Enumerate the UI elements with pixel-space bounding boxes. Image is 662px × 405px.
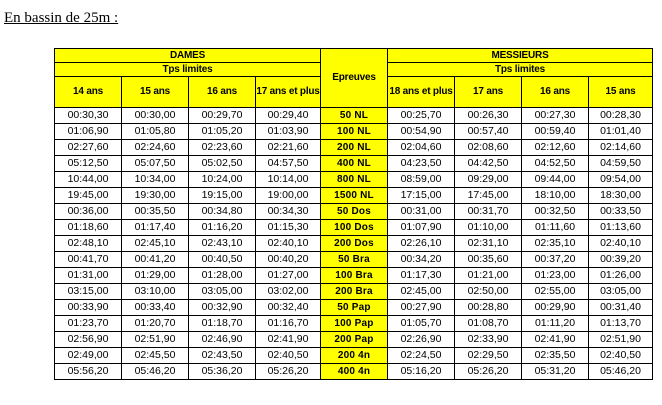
messieurs-time-cell: 02:51,90 xyxy=(589,332,653,348)
messieurs-time-cell: 02:29,50 xyxy=(455,348,522,364)
dames-col-header: 17 ans et plus xyxy=(256,77,321,108)
dames-time-cell: 01:18,60 xyxy=(55,220,122,236)
dames-time-cell: 01:23,70 xyxy=(55,316,122,332)
messieurs-col-header: 15 ans xyxy=(589,77,653,108)
dames-time-cell: 00:29,40 xyxy=(256,108,321,124)
dames-time-cell: 04:57,50 xyxy=(256,156,321,172)
dames-time-cell: 02:41,90 xyxy=(256,332,321,348)
dames-time-cell: 03:15,00 xyxy=(55,284,122,300)
dames-time-cell: 05:36,20 xyxy=(189,364,256,380)
messieurs-time-cell: 01:13,70 xyxy=(589,316,653,332)
messieurs-time-cell: 02:08,60 xyxy=(455,140,522,156)
dames-time-cell: 00:33,90 xyxy=(55,300,122,316)
dames-time-cell: 00:41,70 xyxy=(55,252,122,268)
dames-time-cell: 02:46,90 xyxy=(189,332,256,348)
dames-time-cell: 19:45,00 xyxy=(55,188,122,204)
dames-time-cell: 01:15,30 xyxy=(256,220,321,236)
dames-time-cell: 02:43,50 xyxy=(189,348,256,364)
messieurs-time-cell: 00:25,70 xyxy=(388,108,455,124)
messieurs-time-cell: 01:11,60 xyxy=(522,220,589,236)
dames-time-cell: 02:23,60 xyxy=(189,140,256,156)
epreuve-cell: 50 Pap xyxy=(321,300,388,316)
dames-time-cell: 00:34,80 xyxy=(189,204,256,220)
messieurs-time-cell: 00:28,80 xyxy=(455,300,522,316)
messieurs-time-cell: 05:31,20 xyxy=(522,364,589,380)
dames-time-cell: 00:34,30 xyxy=(256,204,321,220)
epreuve-cell: 100 Pap xyxy=(321,316,388,332)
dames-time-cell: 01:16,20 xyxy=(189,220,256,236)
table-row xyxy=(55,156,653,172)
dames-time-cell: 03:02,00 xyxy=(256,284,321,300)
epreuve-cell: 50 NL xyxy=(321,108,388,124)
dames-time-cell: 02:45,50 xyxy=(122,348,189,364)
table-row xyxy=(55,236,653,252)
messieurs-time-cell: 00:37,20 xyxy=(522,252,589,268)
dames-time-cell: 00:33,40 xyxy=(122,300,189,316)
dames-time-cell: 05:56,20 xyxy=(55,364,122,380)
messieurs-time-cell: 02:50,00 xyxy=(455,284,522,300)
dames-time-cell: 00:40,20 xyxy=(256,252,321,268)
messieurs-time-cell: 01:21,00 xyxy=(455,268,522,284)
dames-time-cell: 01:16,70 xyxy=(256,316,321,332)
messieurs-time-cell: 02:26,90 xyxy=(388,332,455,348)
dames-time-cell: 01:27,00 xyxy=(256,268,321,284)
table-row xyxy=(55,332,653,348)
messieurs-time-cell: 01:05,70 xyxy=(388,316,455,332)
messieurs-time-cell: 04:59,50 xyxy=(589,156,653,172)
messieurs-time-cell: 02:12,60 xyxy=(522,140,589,156)
dames-time-cell: 01:05,80 xyxy=(122,124,189,140)
messieurs-time-cell: 09:29,00 xyxy=(455,172,522,188)
dames-sub-header: Tps limites xyxy=(55,63,321,77)
dames-time-cell: 10:44,00 xyxy=(55,172,122,188)
table-row xyxy=(55,188,653,204)
messieurs-time-cell: 02:40,50 xyxy=(589,348,653,364)
messieurs-time-cell: 01:17,30 xyxy=(388,268,455,284)
messieurs-time-cell: 00:59,40 xyxy=(522,124,589,140)
table-row xyxy=(55,108,653,124)
messieurs-time-cell: 02:31,10 xyxy=(455,236,522,252)
epreuve-cell: 50 Dos xyxy=(321,204,388,220)
dames-time-cell: 00:41,20 xyxy=(122,252,189,268)
epreuve-cell: 200 Dos xyxy=(321,236,388,252)
epreuve-cell: 200 Pap xyxy=(321,332,388,348)
messieurs-time-cell: 02:14,60 xyxy=(589,140,653,156)
dames-time-cell: 00:40,50 xyxy=(189,252,256,268)
messieurs-time-cell: 09:54,00 xyxy=(589,172,653,188)
messieurs-time-cell: 18:10,00 xyxy=(522,188,589,204)
table-row xyxy=(55,300,653,316)
dames-time-cell: 02:27,60 xyxy=(55,140,122,156)
messieurs-time-cell: 00:32,50 xyxy=(522,204,589,220)
messieurs-time-cell: 05:26,20 xyxy=(455,364,522,380)
dames-time-cell: 01:03,90 xyxy=(256,124,321,140)
epreuve-cell: 100 Dos xyxy=(321,220,388,236)
messieurs-time-cell: 01:13,60 xyxy=(589,220,653,236)
messieurs-time-cell: 00:57,40 xyxy=(455,124,522,140)
messieurs-time-cell: 03:05,00 xyxy=(589,284,653,300)
dames-time-cell: 02:51,90 xyxy=(122,332,189,348)
messieurs-time-cell: 01:10,00 xyxy=(455,220,522,236)
table-row xyxy=(55,348,653,364)
dames-col-header: 15 ans xyxy=(122,77,189,108)
dames-time-cell: 10:14,00 xyxy=(256,172,321,188)
messieurs-time-cell: 09:44,00 xyxy=(522,172,589,188)
dames-col-header: 14 ans xyxy=(55,77,122,108)
dames-time-cell: 05:46,20 xyxy=(122,364,189,380)
dames-time-cell: 03:10,00 xyxy=(122,284,189,300)
messieurs-time-cell: 01:23,00 xyxy=(522,268,589,284)
dames-time-cell: 00:36,00 xyxy=(55,204,122,220)
messieurs-time-cell: 00:27,90 xyxy=(388,300,455,316)
messieurs-time-cell: 17:45,00 xyxy=(455,188,522,204)
table-row xyxy=(55,204,653,220)
epreuve-cell: 100 NL xyxy=(321,124,388,140)
dames-time-cell: 02:48,10 xyxy=(55,236,122,252)
dames-time-cell: 02:40,10 xyxy=(256,236,321,252)
dames-time-cell: 00:32,90 xyxy=(189,300,256,316)
table-row xyxy=(55,284,653,300)
messieurs-time-cell: 02:35,10 xyxy=(522,236,589,252)
dames-time-cell: 00:30,00 xyxy=(122,108,189,124)
dames-time-cell: 01:28,00 xyxy=(189,268,256,284)
messieurs-time-cell: 00:39,20 xyxy=(589,252,653,268)
time-limits-table xyxy=(54,48,653,380)
messieurs-time-cell: 00:34,20 xyxy=(388,252,455,268)
messieurs-col-header: 17 ans xyxy=(455,77,522,108)
dames-group-header: DAMES xyxy=(55,49,321,63)
messieurs-time-cell: 00:28,30 xyxy=(589,108,653,124)
messieurs-time-cell: 00:54,90 xyxy=(388,124,455,140)
messieurs-time-cell: 02:55,00 xyxy=(522,284,589,300)
messieurs-time-cell: 04:42,50 xyxy=(455,156,522,172)
messieurs-col-header: 18 ans et plus xyxy=(388,77,455,108)
messieurs-time-cell: 01:07,90 xyxy=(388,220,455,236)
dames-time-cell: 01:18,70 xyxy=(189,316,256,332)
messieurs-time-cell: 00:33,50 xyxy=(589,204,653,220)
messieurs-sub-header: Tps limites xyxy=(388,63,653,77)
messieurs-time-cell: 02:33,90 xyxy=(455,332,522,348)
dames-time-cell: 19:15,00 xyxy=(189,188,256,204)
messieurs-time-cell: 00:27,30 xyxy=(522,108,589,124)
messieurs-time-cell: 00:31,00 xyxy=(388,204,455,220)
messieurs-time-cell: 00:35,60 xyxy=(455,252,522,268)
dames-time-cell: 00:29,70 xyxy=(189,108,256,124)
dames-time-cell: 02:49,00 xyxy=(55,348,122,364)
messieurs-time-cell: 02:35,50 xyxy=(522,348,589,364)
table-row xyxy=(55,124,653,140)
epreuve-cell: 200 NL xyxy=(321,140,388,156)
epreuves-header: Epreuves xyxy=(321,49,388,108)
dames-time-cell: 02:56,90 xyxy=(55,332,122,348)
messieurs-time-cell: 17:15,00 xyxy=(388,188,455,204)
page-heading: En bassin de 25m : xyxy=(4,10,119,26)
messieurs-time-cell: 00:29,90 xyxy=(522,300,589,316)
dames-time-cell: 10:34,00 xyxy=(122,172,189,188)
dames-time-cell: 05:26,20 xyxy=(256,364,321,380)
messieurs-time-cell: 00:31,40 xyxy=(589,300,653,316)
dames-time-cell: 01:06,90 xyxy=(55,124,122,140)
table-row xyxy=(55,268,653,284)
messieurs-time-cell: 02:45,00 xyxy=(388,284,455,300)
messieurs-time-cell: 01:08,70 xyxy=(455,316,522,332)
dames-time-cell: 00:35,50 xyxy=(122,204,189,220)
epreuve-cell: 400 4n xyxy=(321,364,388,380)
epreuve-cell: 1500 NL xyxy=(321,188,388,204)
dames-time-cell: 02:43,10 xyxy=(189,236,256,252)
messieurs-time-cell: 02:40,10 xyxy=(589,236,653,252)
messieurs-group-header: MESSIEURS xyxy=(388,49,653,63)
dames-time-cell: 10:24,00 xyxy=(189,172,256,188)
dames-time-cell: 19:30,00 xyxy=(122,188,189,204)
dames-col-header: 16 ans xyxy=(189,77,256,108)
messieurs-time-cell: 18:30,00 xyxy=(589,188,653,204)
table-row xyxy=(55,316,653,332)
epreuve-cell: 400 NL xyxy=(321,156,388,172)
dames-time-cell: 02:45,10 xyxy=(122,236,189,252)
messieurs-time-cell: 01:11,20 xyxy=(522,316,589,332)
dames-time-cell: 05:02,50 xyxy=(189,156,256,172)
messieurs-time-cell: 02:24,50 xyxy=(388,348,455,364)
dames-time-cell: 01:05,20 xyxy=(189,124,256,140)
dames-time-cell: 01:17,40 xyxy=(122,220,189,236)
dames-time-cell: 19:00,00 xyxy=(256,188,321,204)
table-row xyxy=(55,220,653,236)
table-row xyxy=(55,364,653,380)
epreuve-cell: 200 4n xyxy=(321,348,388,364)
dames-time-cell: 05:12,50 xyxy=(55,156,122,172)
messieurs-time-cell: 04:23,50 xyxy=(388,156,455,172)
messieurs-time-cell: 00:26,30 xyxy=(455,108,522,124)
dames-time-cell: 02:24,60 xyxy=(122,140,189,156)
table-row xyxy=(55,172,653,188)
dames-time-cell: 00:32,40 xyxy=(256,300,321,316)
dames-time-cell: 01:29,00 xyxy=(122,268,189,284)
epreuve-cell: 100 Bra xyxy=(321,268,388,284)
messieurs-time-cell: 02:26,10 xyxy=(388,236,455,252)
dames-time-cell: 03:05,00 xyxy=(189,284,256,300)
dames-time-cell: 02:40,50 xyxy=(256,348,321,364)
messieurs-time-cell: 05:46,20 xyxy=(589,364,653,380)
table-row xyxy=(55,252,653,268)
dames-time-cell: 02:21,60 xyxy=(256,140,321,156)
messieurs-time-cell: 05:16,20 xyxy=(388,364,455,380)
messieurs-col-header: 16 ans xyxy=(522,77,589,108)
messieurs-time-cell: 00:31,70 xyxy=(455,204,522,220)
epreuve-cell: 800 NL xyxy=(321,172,388,188)
messieurs-time-cell: 01:26,00 xyxy=(589,268,653,284)
messieurs-time-cell: 08:59,00 xyxy=(388,172,455,188)
dames-time-cell: 01:20,70 xyxy=(122,316,189,332)
dames-time-cell: 05:07,50 xyxy=(122,156,189,172)
messieurs-time-cell: 01:01,40 xyxy=(589,124,653,140)
dames-time-cell: 00:30,30 xyxy=(55,108,122,124)
dames-time-cell: 01:31,00 xyxy=(55,268,122,284)
table-row xyxy=(55,140,653,156)
messieurs-time-cell: 02:41,90 xyxy=(522,332,589,348)
epreuve-cell: 50 Bra xyxy=(321,252,388,268)
messieurs-time-cell: 02:04,60 xyxy=(388,140,455,156)
messieurs-time-cell: 04:52,50 xyxy=(522,156,589,172)
epreuve-cell: 200 Bra xyxy=(321,284,388,300)
